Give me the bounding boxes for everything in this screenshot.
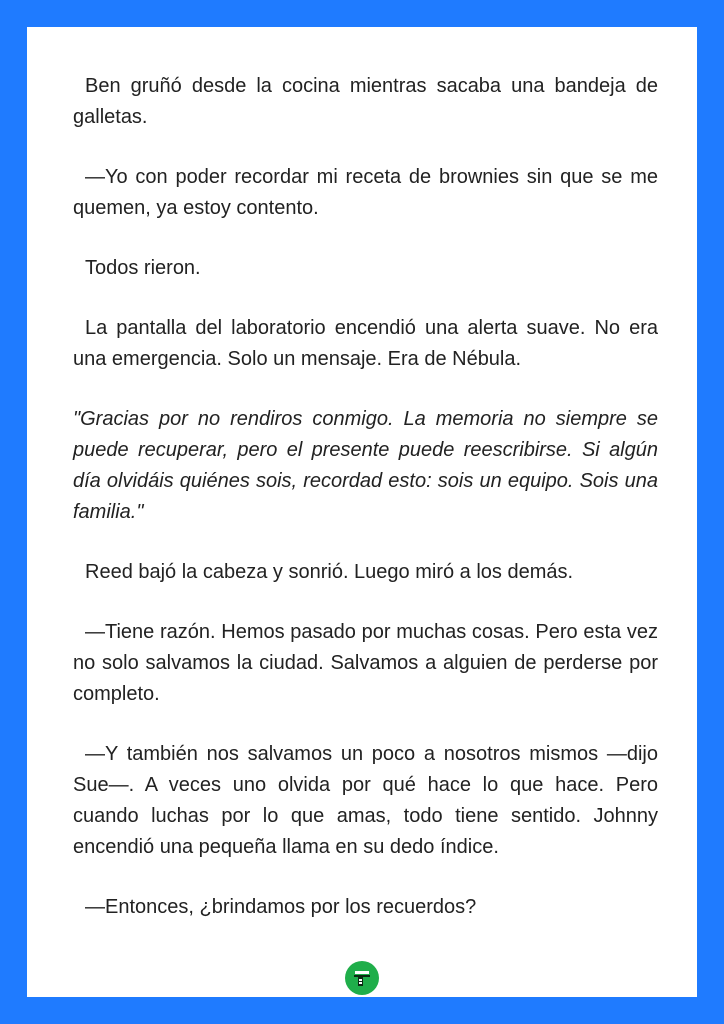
paragraph-7: —Tiene razón. Hemos pasado por muchas cosas. Pero esta vez no solo salvamos la ciudad. Salvamos a alguien de perderse por completo. <box>73 621 658 705</box>
paragraph-6: Reed bajó la cabeza y sonrió. Luego miró a los demás. <box>85 561 574 583</box>
book-stack-icon <box>351 967 373 989</box>
green-circle-logo-icon <box>345 961 379 995</box>
document-page <box>27 27 697 997</box>
document-body <box>73 71 658 952</box>
paragraph-2: —Yo con poder recordar mi receta de brownies sin que se me quemen, ya estoy contento. <box>73 166 658 219</box>
paragraph-4: La pantalla del laboratorio encendió una alerta suave. No era una emergencia. Solo un mensaje. Era de Nébula. <box>73 317 658 370</box>
paragraph-9: —Entonces, ¿brindamos por los recuerdos? <box>85 896 477 918</box>
quote-message: "Gracias por no rendiros conmigo. La memoria no siempre se puede recuperar, pero el presente puede reescribirse. Si algún día olvidáis quiénes sois, recordad esto: sois un equipo. Sois una familia." <box>73 408 658 523</box>
paragraph-3: Todos rieron. <box>85 257 201 279</box>
paragraph-1: Ben gruñó desde la cocina mientras sacaba una bandeja de galletas. <box>73 75 658 128</box>
paragraph-8: —Y también nos salvamos un poco a nosotros mismos —dijo Sue—. A veces uno olvida por qué hace lo que hace. Pero cuando luchas por lo que amas, todo tiene sentido. Johnny encendió una pequeña llama en su dedo índice. <box>73 743 658 858</box>
